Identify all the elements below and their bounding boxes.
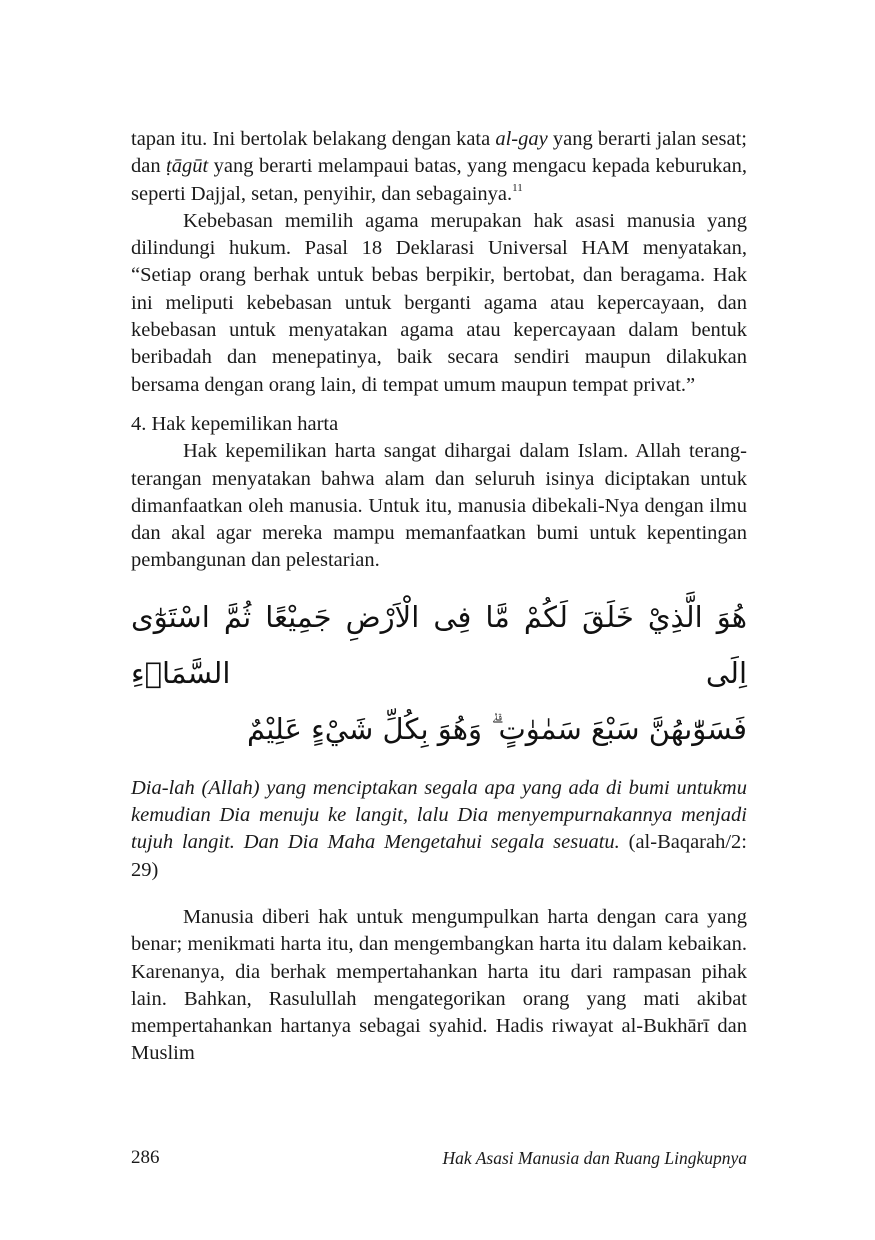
quran-verse-line-2: فَسَوّٰىهُنَّ سَبْعَ سَمٰوٰتٍ ۗ وَهُوَ بِكُلِّ شَيْءٍ عَلِيْمٌ <box>246 711 747 746</box>
quran-verse-line-1: هُوَ الَّذِيْ خَلَقَ لَكُمْ مَّا فِى الْاَرْضِ جَمِيْعًا ثُمَّ اسْتَوٰٓى اِلَى السَّمَاۤءِ <box>131 599 747 690</box>
verse-translation-text: Dia-lah (Allah) yang menciptakan segala apa yang ada di bumi untukmu kemudian Dia menuju ke langit, lalu Dia menyempurnakannya menjadi tujuh langit. Dan Dia Maha Mengetahui segala sesuatu. <box>131 776 747 854</box>
paragraph-4: Manusia diberi hak untuk mengumpulkan harta dengan cara yang benar; menikmati harta itu, dan mengembangkan harta itu dalam kebaikan. Karenanya, dia berhak mempertahankan harta itu dari rampasan pihak lain. Bahkan, Rasulullah mengategorikan orang yang mati akibat mempertahankan hartanya sebagai syahid. Hadis riwayat al-Bukhārī dan Muslim <box>131 905 747 1065</box>
paragraph-1-text-b: yang berarti jalan sesat; dan <box>131 128 747 178</box>
paragraph-1 <box>131 126 747 208</box>
paragraph-3: Hak kepemilikan harta sangat dihargai dalam Islam. Allah terang-terangan menyatakan bahwa alam dan seluruh isinya diciptakan untuk dimanfaatkan oleh manusia. Untuk itu, manusia dibekali-Nya dengan ilmu dan akal agar mereka mampu memanfaatkan bumi untuk kepentingan pembangunan dan pelestarian. <box>131 440 747 572</box>
quran-verse <box>131 589 747 757</box>
footnote-reference: 11 <box>512 181 523 194</box>
page-number: 286 <box>131 1147 160 1168</box>
page-body <box>131 126 747 1068</box>
verse-translation <box>131 775 747 884</box>
term-al-gay: al-gay <box>495 128 548 150</box>
section-heading: 4. Hak kepemilikan harta <box>131 412 339 435</box>
paragraph-2: Kebebasan memilih agama merupakan hak asasi manusia yang dilindungi hukum. Pasal 18 Deklarasi Universal HAM menyatakan, “Setiap orang berhak untuk bebas berpikir, bertobat, dan beragama. Hak ini meliputi kebebasan untuk berganti agama atau kepercayaan, dan kebebasan untuk menyatakan agama atau kepercayaan dalam bentuk beribadah dan menepatinya, baik secara sendiri maupun dilakukan bersama dengan orang lain, di tempat umum maupun tempat privat.” <box>131 209 747 396</box>
page-footer <box>131 1145 747 1171</box>
running-title: Hak Asasi Manusia dan Ruang Lingkupnya <box>442 1148 747 1168</box>
paragraph-1-text-a: tapan itu. Ini bertolak belakang dengan kata <box>131 128 496 150</box>
paragraph-1-text-c: yang berarti melampaui batas, yang mengacu kepada keburukan, seperti Dajjal, setan, penyihir, dan sebagainya. <box>131 155 747 205</box>
term-tagut: ṭāgūt <box>166 155 209 178</box>
verse-reference: (al-Baqarah/2: 29) <box>131 831 748 881</box>
